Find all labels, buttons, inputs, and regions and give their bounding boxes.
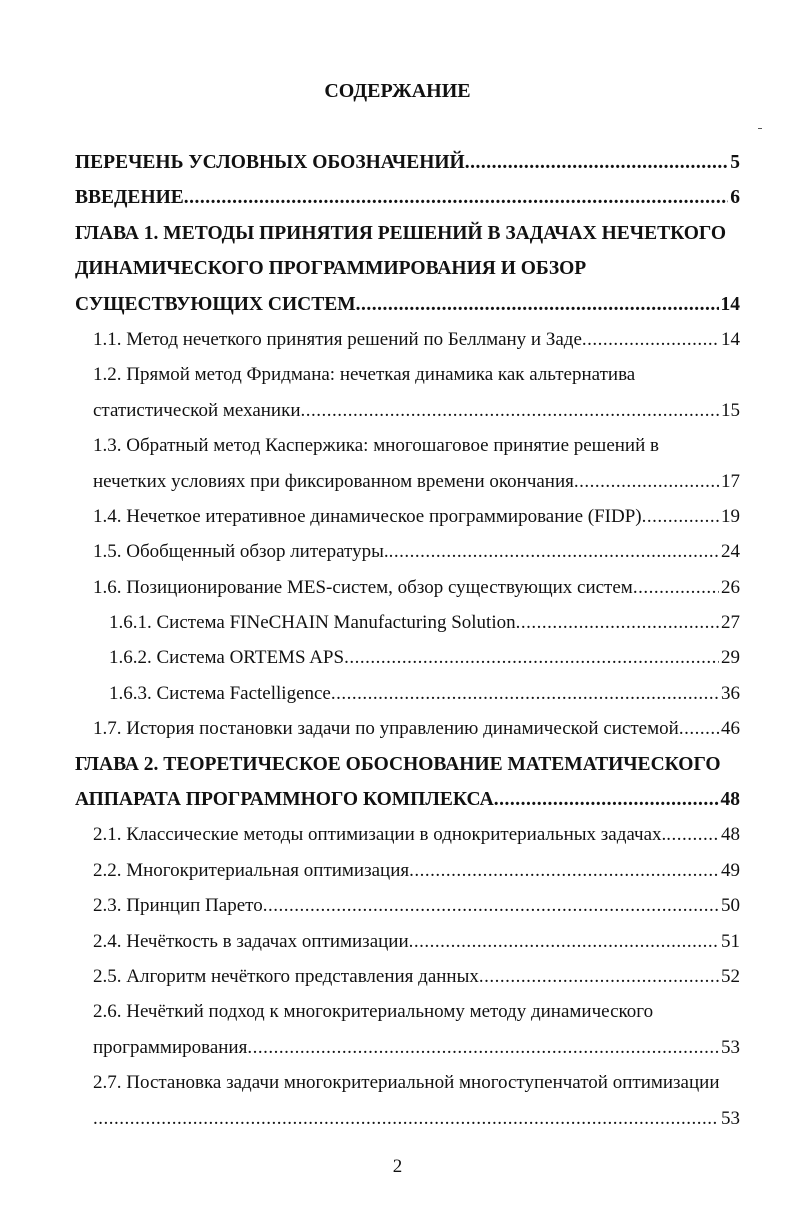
toc-entry[interactable] xyxy=(75,711,740,746)
toc-entry-title: 2.7. Постановка задачи многокритериальной многоступенчатой оптимизации xyxy=(93,1072,720,1094)
toc-entry-title: 1.1. Метод нечеткого принятия решений по Беллману и Заде xyxy=(93,328,582,350)
toc-page-number: 53 xyxy=(721,1036,740,1058)
dot-leader xyxy=(409,853,719,888)
dot-leader xyxy=(356,287,719,322)
toc-entry-title: 1.4. Нечеткое итеративное динамическое программирование (FIDP) xyxy=(93,505,642,527)
dot-leader xyxy=(494,782,719,817)
dot-leader xyxy=(679,711,719,746)
dot-leader xyxy=(331,676,719,711)
toc-line xyxy=(75,1030,740,1065)
toc-entry[interactable] xyxy=(75,747,740,818)
dot-leader xyxy=(263,888,719,923)
toc-line xyxy=(75,888,740,923)
dot-leader xyxy=(93,1101,719,1136)
toc-entry[interactable] xyxy=(75,428,740,499)
toc-line xyxy=(75,711,740,746)
dot-leader xyxy=(479,959,719,994)
toc-entry-title: ВВЕДЕНИЕ xyxy=(75,187,184,209)
toc-entry-title: 1.3. Обратный метод Каспержика: многошаговое принятие решений в xyxy=(93,435,659,457)
table-of-contents xyxy=(75,145,740,1136)
toc-line xyxy=(75,216,740,251)
toc-entry-title: нечетких условиях при фиксированном времени окончания xyxy=(93,470,574,492)
toc-entry-title: СУЩЕСТВУЮЩИХ СИСТЕМ xyxy=(75,293,356,315)
toc-page-number: 14 xyxy=(720,293,740,315)
toc-line xyxy=(75,534,740,569)
toc-line xyxy=(75,676,740,711)
toc-line xyxy=(75,782,740,817)
toc-entry-title: программирования xyxy=(93,1036,248,1058)
toc-page-number: 24 xyxy=(721,541,740,563)
toc-page-number: 53 xyxy=(721,1107,740,1129)
toc-entry[interactable] xyxy=(75,322,740,357)
toc-page-number: 15 xyxy=(721,399,740,421)
toc-line xyxy=(75,499,740,534)
toc-line xyxy=(75,322,740,357)
toc-entry[interactable] xyxy=(75,640,740,675)
toc-entry-title: 1.6.1. Система FINeCHAIN Manufacturing Solution xyxy=(109,612,516,634)
toc-line xyxy=(75,251,740,286)
toc-page-number: 48 xyxy=(721,824,740,846)
toc-entry-title: ГЛАВА 2. ТЕОРЕТИЧЕСКОЕ ОБОСНОВАНИЕ МАТЕМАТИЧЕСКОГО xyxy=(75,753,721,775)
dot-leader xyxy=(247,1030,719,1065)
toc-entry-title: 1.6.3. Система Factelligence xyxy=(109,682,331,704)
toc-line xyxy=(75,570,740,605)
toc-page-number: 36 xyxy=(721,682,740,704)
toc-line xyxy=(75,287,740,322)
toc-entry-title: 2.5. Алгоритм нечёткого представления данных xyxy=(93,965,479,987)
toc-page-number: 6 xyxy=(730,187,740,209)
toc-entry[interactable] xyxy=(75,499,740,534)
toc-entry[interactable] xyxy=(75,817,740,852)
toc-page-number: 51 xyxy=(721,930,740,952)
toc-page-number: 49 xyxy=(721,859,740,881)
toc-page-number: 14 xyxy=(721,328,740,350)
toc-entry-title: 2.4. Нечёткость в задачах оптимизации xyxy=(93,930,409,952)
toc-entry[interactable] xyxy=(75,357,740,428)
dot-leader xyxy=(633,570,719,605)
toc-line xyxy=(75,924,740,959)
dot-leader xyxy=(666,817,719,852)
toc-entry[interactable] xyxy=(75,145,740,180)
toc-line xyxy=(75,393,740,428)
toc-page-number: 5 xyxy=(730,152,740,173)
toc-entry[interactable] xyxy=(75,534,740,569)
toc-line xyxy=(75,145,740,180)
toc-line xyxy=(75,180,740,215)
dot-leader xyxy=(582,322,719,357)
toc-entry[interactable] xyxy=(75,605,740,640)
toc-entry-title: 1.5. Обобщенный обзор литературы. xyxy=(93,541,389,563)
toc-line xyxy=(75,1101,740,1136)
toc-entry[interactable] xyxy=(75,570,740,605)
toc-page-number: 46 xyxy=(721,718,740,740)
page-title: СОДЕРЖАНИЕ xyxy=(324,80,471,102)
toc-page-number: 52 xyxy=(721,965,740,987)
toc-entry-title: 1.2. Прямой метод Фридмана: нечеткая динамика как альтернатива xyxy=(93,364,636,386)
toc-page-number: 27 xyxy=(721,612,740,634)
toc-line xyxy=(75,817,740,852)
toc-entry[interactable] xyxy=(75,853,740,888)
toc-entry-title: АППАРАТА ПРОГРАММНОГО КОМПЛЕКСА xyxy=(75,789,494,811)
toc-entry-title: 1.6.2. Система ORTEMS APS xyxy=(109,647,345,669)
toc-page-number: 19 xyxy=(721,505,740,527)
toc-line xyxy=(75,428,740,463)
toc-line xyxy=(75,605,740,640)
toc-line xyxy=(75,640,740,675)
dot-leader xyxy=(642,499,719,534)
toc-entry[interactable] xyxy=(75,180,740,215)
toc-line xyxy=(75,959,740,994)
toc-line xyxy=(75,357,740,392)
toc-entry[interactable] xyxy=(75,1065,740,1136)
toc-entry-title: 2.3. Принцип Парето xyxy=(93,895,263,917)
toc-entry-title: ДИНАМИЧЕСКОГО ПРОГРАММИРОВАНИЯ И ОБЗОР xyxy=(75,258,587,280)
toc-entry-title: статистической механики xyxy=(93,399,301,421)
toc-entry[interactable] xyxy=(75,888,740,923)
toc-page-number: 17 xyxy=(721,470,740,492)
dot-leader xyxy=(301,393,720,428)
dot-leader xyxy=(344,640,719,675)
dot-leader xyxy=(465,145,729,180)
dot-leader xyxy=(574,464,719,499)
page-number: 2 xyxy=(392,1156,403,1177)
toc-page-number: 50 xyxy=(721,895,740,917)
toc-page-number: 48 xyxy=(720,789,740,811)
toc-entry[interactable] xyxy=(75,994,740,1065)
toc-entry-title: 2.6. Нечёткий подход к многокритериальному методу динамического xyxy=(93,1001,654,1023)
toc-entry-title: 2.1. Классические методы оптимизации в однокритериальных задачах. xyxy=(93,824,667,846)
toc-entry-title: ПЕРЕЧЕНЬ УСЛОВНЫХ ОБОЗНАЧЕНИЙ xyxy=(75,152,465,173)
toc-line xyxy=(75,1065,740,1100)
toc-entry-title: 2.2. Многокритериальная оптимизация xyxy=(93,859,410,881)
toc-line xyxy=(75,994,740,1029)
toc-entry[interactable] xyxy=(75,216,740,322)
toc-entry-title: 1.6. Позиционирование MES-систем, обзор существующих систем xyxy=(93,576,633,598)
toc-entry-title: ГЛАВА 1. МЕТОДЫ ПРИНЯТИЯ РЕШЕНИЙ В ЗАДАЧАХ НЕЧЕТКОГО xyxy=(75,222,727,244)
dot-leader xyxy=(516,605,719,640)
dot-leader xyxy=(409,924,719,959)
dot-leader xyxy=(184,180,728,215)
scan-mark xyxy=(758,128,762,129)
toc-entry[interactable] xyxy=(75,924,740,959)
toc-entry[interactable] xyxy=(75,959,740,994)
toc-entry[interactable] xyxy=(75,676,740,711)
toc-page-number: 26 xyxy=(721,576,740,598)
toc-page-number: 29 xyxy=(721,647,740,669)
toc-line xyxy=(75,853,740,888)
toc-entry-title: 1.7. История постановки задачи по управлению динамической системой xyxy=(93,718,679,740)
dot-leader xyxy=(389,534,719,569)
toc-line xyxy=(75,464,740,499)
toc-line xyxy=(75,747,740,782)
